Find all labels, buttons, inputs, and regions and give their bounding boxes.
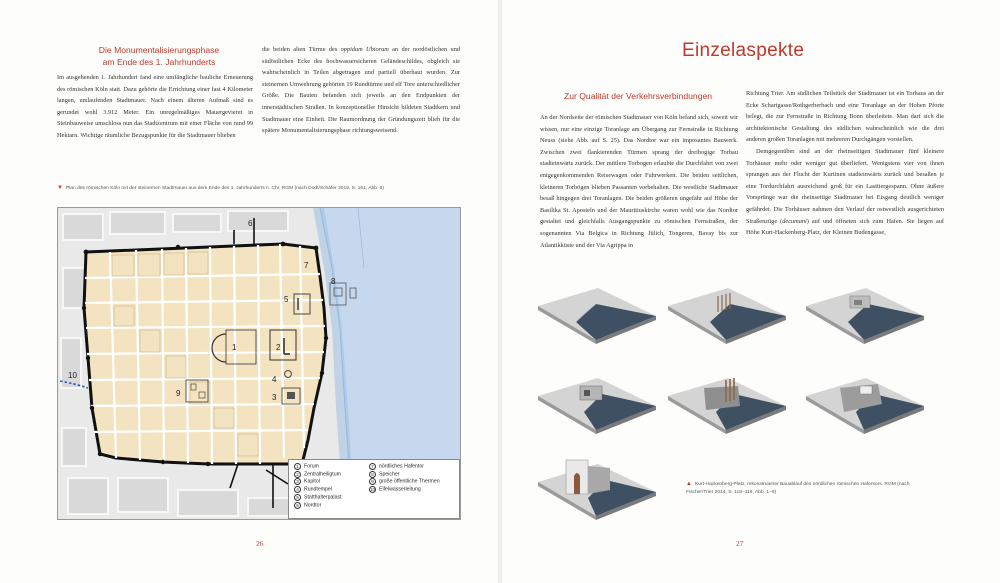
caption-triangle-icon: ▲: [686, 481, 692, 487]
left-section-title: [70, 44, 248, 68]
map-legend: [288, 459, 460, 519]
legend-text: Eifelwasserleitung: [379, 486, 421, 493]
legend-text: Speicher: [379, 471, 400, 478]
legend-item: [369, 486, 440, 494]
left-col2-italic: oppidum Ubiorum: [340, 46, 389, 53]
left-text-col1: [57, 72, 253, 142]
illustration-caption: [686, 480, 922, 497]
legend-item: [369, 463, 440, 471]
legend-num: 5: [294, 494, 301, 501]
legend-item: [369, 471, 440, 479]
reconstruction-step-5: [666, 372, 788, 434]
left-text-col2: [262, 44, 460, 137]
map-label-statthalterpalast: 5: [284, 295, 289, 304]
page-gutter: [498, 0, 502, 583]
legend-num: 9: [369, 478, 376, 485]
right-col2-text-a: Demgegenüber sind an der rheinseitigen Stadtmauer fünf kleinere Torhäuser mehr oder weniger gut überliefert. Wenigstens vier von ihnen sprangen aus der Flucht der Kurtinen stadteinwärts zurück und besaßen je eine Tordurchfahrt ausreichend groß für ein Lasttiergespann. Ohne äußere Vorsprünge war die rheinseitige Stadtmauer bei Eisgang deutlich weniger gefährdet. Die Torhäuser nahmen den Verlauf der ostwestlich ausgerichteten Straßenzüge (: [746, 147, 944, 225]
legend-text: große öffentliche Thermen: [379, 478, 440, 485]
map-label-hafentor: 7: [304, 261, 309, 270]
right-text-col2: [746, 88, 944, 239]
legend-col-right: [369, 463, 440, 494]
left-section-title-line2: am Ende des 1. Jahrhunderts: [102, 57, 216, 67]
legend-num: 6: [294, 502, 301, 509]
legend-text: Zentralheiligtum: [304, 471, 341, 478]
map-caption: [57, 184, 467, 193]
legend-text: Rundtempel: [304, 486, 332, 493]
map-label-forum: 1: [232, 343, 237, 352]
left-folio: 26: [256, 539, 264, 548]
map-label-wasserleitung: 10: [68, 371, 77, 380]
caption-triangle-icon: ▼: [57, 185, 63, 191]
legend-text: nördliches Hafentor: [379, 463, 424, 470]
right-folio: 27: [736, 539, 744, 548]
right-text-col1: [540, 112, 738, 251]
legend-num: 8: [369, 471, 376, 478]
left-section-title-line1: Die Monumentalisierungsphase: [98, 45, 220, 55]
right-col2-paragraph2: [746, 146, 944, 239]
legend-item: [294, 494, 342, 502]
legend-text: Kapitol: [304, 478, 320, 485]
legend-item: [294, 471, 342, 479]
legend-num: 3: [294, 478, 301, 485]
reconstruction-step-6: [804, 372, 926, 434]
legend-text: Forum: [304, 463, 319, 470]
map-caption-text: Plan des römischen Köln mit der steinernen Stadtmauer aus dem Ende des 1. Jahrhunderts n. Chr. RGM (nach Dodt/Schäfer 2019, S. 161, Abb. 5): [65, 186, 385, 191]
map-label-nordtor: 6: [248, 219, 253, 228]
map-label-speicher: 8: [331, 277, 336, 286]
map-label-thermen: 9: [176, 389, 181, 398]
legend-item: [294, 486, 342, 494]
left-col2-text-b: an der nordöstlichen und südöstlichen Ecke des hochwassersicheren Geländeschildes, obgleich sie wahrscheinlich in Teilen abgetragen und partiell überbaut wurden. Zur steinernen Umwehrung gehörten 19 Rundtürme und elf Tore unterschiedlicher Größe. Die Bauten befanden sich jeweils an den Endpunkten der innerstädtischen Straßen. In konzeptioneller Hinsicht bildeten Stadtkern und Stadtmauer eine Einheit. Die Raumordnung der Gründungszeit blieb für die spätere Monumentalisierungsphase richtungsweisend.: [262, 46, 460, 135]
chapter-title: Einzelaspekte: [682, 40, 805, 61]
reconstruction-step-1: [536, 282, 658, 344]
reconstruction-step-3: [804, 282, 926, 344]
legend-num: 10: [370, 487, 376, 493]
legend-item: [369, 478, 440, 486]
reconstruction-step-4: [536, 372, 658, 434]
right-col2-italic: decumani: [782, 217, 807, 225]
right-section-title: Zur Qualität der Verkehrsverbindungen: [563, 91, 713, 101]
legend-item: [294, 463, 342, 471]
left-col1-paragraph: Im ausgehenden 1. Jahrhundert fand eine umfängliche bauliche Erneuerung des römischen Köln statt. Dazu gehörte die Errichtung einer fast 4 Kilometer langen, umlaufenden Stadtmauer. Nach einem älteren Aufmaß sind es gerundet wohl 3.912 Meter. Ein unregelmäßiges Mauergevieret in Steinbauweise umschloss nun das Stadtzentrum mit einer Fläche von rund 99 Hektarn. Wichtige räumliche Bezugspunkte für die Stadtmauer blieben: [57, 74, 253, 139]
legend-col-left: [294, 463, 342, 509]
legend-num: 4: [294, 486, 301, 493]
right-col2-text-b: ) auf und öffneten sich zum Hafen. Sie liegen auf Höhe Kurt-Hackenberg-Platz, der Kleinen Budengasse,: [746, 217, 944, 237]
left-col2-text-a: die beiden alten Türme des: [262, 46, 341, 53]
legend-num: 7: [369, 463, 376, 470]
legend-item: [294, 478, 342, 486]
reconstruction-step-2: [666, 282, 788, 344]
legend-num: 1: [294, 463, 301, 470]
illustration-caption-text: Kurt-Hackenberg-Platz, rekonstruierter Bauablauf des nördlichen römischen Hafentors. RGM (nach Fischer/Trier 2014, S. 118–119, Abb. 1–8): [686, 482, 910, 495]
legend-item: [294, 502, 342, 510]
left-col2-paragraph: [262, 44, 460, 137]
legend-text: Statthalterpalast: [304, 494, 342, 501]
map-label-rundtempel: 4: [272, 375, 277, 384]
map-label-zentralheiligtum: 2: [276, 343, 281, 352]
right-col2-paragraph1: Richtung Trier. Am südlichen Teilstück der Stadtmauer ist ein Torhaus an der Ecke Schartgasse/Rothgerberbach und eine Toranlage an der Hohen Pforte belegt, die zur Fernstraße in Richtung Bonn überleitete. Man darf sich die architektonische Gestaltung des südlichen wahrscheinlich wie die drei anderen großen Toranlagen mit mehreren Durchgängen vorstellen.: [746, 90, 944, 144]
legend-text: Nordtor: [304, 502, 322, 509]
legend-num: 2: [294, 471, 301, 478]
reconstruction-step-7: [536, 458, 658, 520]
right-col1-paragraph: An der Nordseite der römischen Stadtmauer von Köln befand sich, soweit wir wissen, nur eine einzige Toranlage am Übergang zur Fernstraße in Richtung Neuss (siehe Abb. auf S. 25). Das Nordtor war ein imposantes Bauwerk. Zwischen zwei flankierenden Türmen sprang der dreibogige Torbau stadteinwärts zurück. Der mittlere Torbogen erlaubte die Durchfahrt von zwei entgegenkommenden Reisewagen oder Fuhrwerken. Die beiden seitlichen, kleineren Torbögen blieben Passanten vorbehalten. Die westliche Stadtmauer besaß hingegen drei Toranlagen. Die beiden größeren ungefähr auf Höhe der Basilika St. Aposteln und der Mauritiuskirche waren wohl wie das Nordtor gestaltet und gleichfalls Ausgangspunkte zu römischen Fernstraßen, der sogenannten Via Belgica in Richtung Jülich, Tongeren, Bavay bis zur Atlantikküste und der Via Agrippa in: [540, 114, 738, 249]
map-label-kapitol: 3: [272, 393, 277, 402]
